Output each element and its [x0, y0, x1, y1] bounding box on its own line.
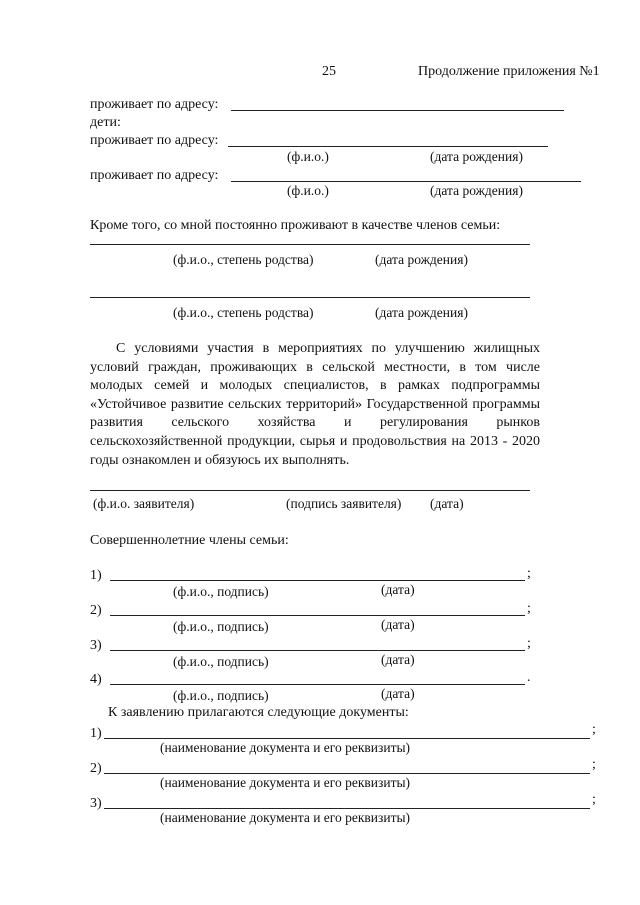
document-number-2: 2)	[90, 761, 102, 776]
family-line-1[interactable]	[90, 244, 530, 245]
applicant-fio-caption: (ф.и.о. заявителя)	[93, 496, 195, 511]
conditions-paragraph: С условиями участия в мероприятиях по улучшению жилищных условий граждан, проживающих в сельской местности, в том числе молодых семей и молодых специалистов, в рамках подпрограммы «Устойчивое развитие сельских территорий» Государственной программы развития сельского хозяйства и регулирования рынков сельскохозяйственной продукции, сырья и продовольствия на 2013 - 2020 годы ознакомлен и обязуюсь их выполнять.	[90, 341, 540, 468]
birth-date-caption-4: (дата рождения)	[375, 305, 468, 320]
header-continuation: Продолжение приложения №1	[418, 64, 600, 79]
adult-member-line-4[interactable]	[110, 684, 525, 685]
address-line-1[interactable]	[231, 110, 564, 111]
adult-member-number-3: 3)	[90, 638, 102, 653]
family-line-2[interactable]	[90, 297, 530, 298]
adult-member-line-3[interactable]	[110, 650, 525, 651]
family-intro: Кроме того, со мной постоянно проживают в качестве членов семьи:	[90, 218, 501, 233]
document-line-3[interactable]	[104, 808, 590, 809]
adult-member-end-2: ;	[527, 601, 531, 616]
adult-member-line-2[interactable]	[110, 615, 525, 616]
date-caption-3: (дата)	[381, 652, 415, 667]
address-line-2[interactable]	[228, 146, 548, 147]
document-end-1: ;	[592, 722, 596, 737]
address-label-2: проживает по адресу:	[90, 133, 219, 148]
fio-relation-caption-1: (ф.и.о., степень родства)	[173, 252, 314, 267]
fio-relation-caption-2: (ф.и.о., степень родства)	[173, 305, 314, 320]
document-line-2[interactable]	[104, 773, 590, 774]
address-label-1: проживает по адресу:	[90, 97, 219, 112]
fio-sign-caption-3: (ф.и.о., подпись)	[173, 654, 269, 669]
doc-name-caption-1: (наименование документа и его реквизиты)	[160, 740, 411, 755]
document-line-1[interactable]	[104, 738, 590, 739]
adult-member-end-4: .	[527, 670, 531, 685]
documents-title: К заявлению прилагаются следующие документы:	[108, 705, 409, 720]
birth-date-caption-3: (дата рождения)	[375, 252, 468, 267]
doc-name-caption-3: (наименование документа и его реквизиты)	[160, 810, 411, 825]
applicant-date-caption: (дата)	[430, 496, 464, 511]
date-caption-2: (дата)	[381, 617, 415, 632]
date-caption-1: (дата)	[381, 582, 415, 597]
applicant-signature-line[interactable]	[90, 490, 530, 491]
adult-member-number-1: 1)	[90, 568, 102, 583]
document-end-2: ;	[592, 757, 596, 772]
page-number: 25	[322, 64, 336, 79]
fio-sign-caption-4: (ф.и.о., подпись)	[173, 688, 269, 703]
document-number-1: 1)	[90, 726, 102, 741]
fio-sign-caption-1: (ф.и.о., подпись)	[173, 584, 269, 599]
children-label: дети:	[90, 115, 121, 130]
date-caption-4: (дата)	[381, 686, 415, 701]
adult-member-number-2: 2)	[90, 603, 102, 618]
address-line-3[interactable]	[231, 181, 581, 182]
fio-sign-caption-2: (ф.и.о., подпись)	[173, 619, 269, 634]
applicant-sign-caption: (подпись заявителя)	[286, 496, 402, 511]
adult-members-title: Совершеннолетние члены семьи:	[90, 533, 289, 548]
adult-member-end-3: ;	[527, 636, 531, 651]
fio-caption-2: (ф.и.о.)	[287, 183, 329, 198]
document-number-3: 3)	[90, 796, 102, 811]
fio-caption-1: (ф.и.о.)	[287, 149, 329, 164]
doc-name-caption-2: (наименование документа и его реквизиты)	[160, 775, 411, 790]
birth-date-caption-1: (дата рождения)	[430, 149, 523, 164]
adult-member-end-1: ;	[527, 566, 531, 581]
address-label-3: проживает по адресу:	[90, 168, 219, 183]
adult-member-line-1[interactable]	[110, 580, 525, 581]
birth-date-caption-2: (дата рождения)	[430, 183, 523, 198]
adult-member-number-4: 4)	[90, 672, 102, 687]
document-end-3: ;	[592, 792, 596, 807]
